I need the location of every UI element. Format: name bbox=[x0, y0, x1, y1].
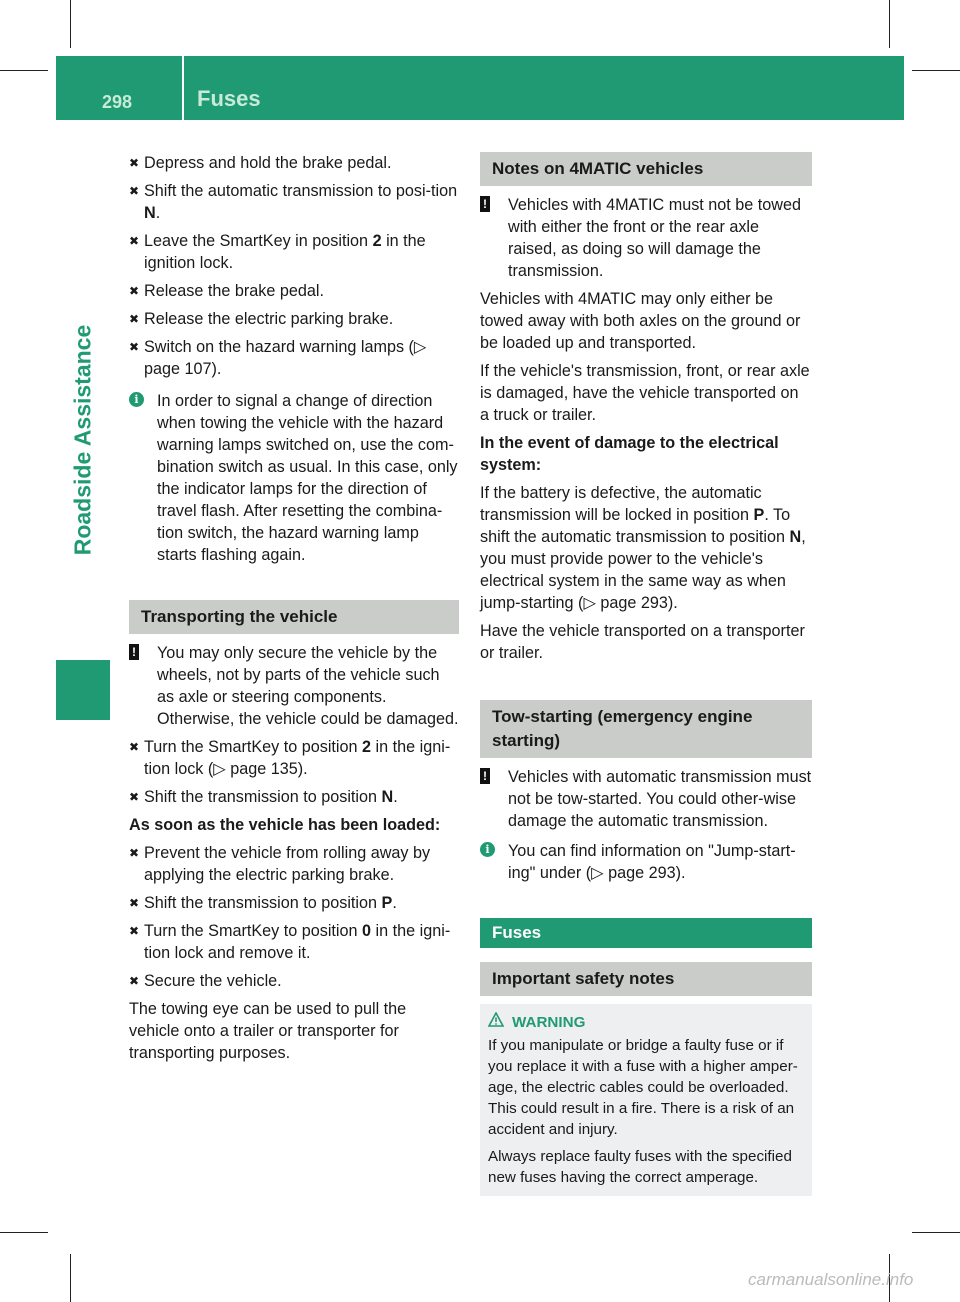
arrow-bullet-icon: ✖ bbox=[129, 924, 140, 938]
subheading: As soon as the vehicle has been loaded: bbox=[129, 816, 441, 834]
crop-mark bbox=[70, 0, 71, 48]
arrow-bullet-icon: ✖ bbox=[129, 156, 140, 170]
arrow-bullet-icon: ✖ bbox=[129, 184, 140, 198]
step-item: ✖ Release the electric parking brake. bbox=[129, 310, 394, 328]
crop-mark bbox=[912, 1232, 960, 1233]
warning-title: WARNING bbox=[488, 1012, 804, 1033]
step-item: ✖ Shift the transmission to position N. bbox=[129, 788, 398, 806]
info-icon: i bbox=[480, 842, 495, 857]
crop-mark bbox=[0, 70, 48, 71]
step-item: ✖ Switch on the hazard warning lamps (▷ page 107). bbox=[129, 338, 427, 378]
tow-heading: Tow-starting (emergency engine starting) bbox=[480, 700, 812, 758]
arrow-bullet-icon: ✖ bbox=[129, 312, 140, 326]
transport-heading: Transporting the vehicle bbox=[129, 600, 459, 634]
info-note: i In order to signal a change of direction when towing the vehicle with the hazard warning lamps switched on, use the com-bination switch as usual. In this case, only the indicator lamps for the direction of travel flash. After resetting the combina-tion switch, the hazard warning lamp starts flashing again. bbox=[129, 390, 459, 566]
watermark: carmanualsonline.info bbox=[748, 1270, 914, 1289]
caution-icon: ! bbox=[480, 768, 490, 784]
step-item: ✖ Turn the SmartKey to position 2 in the igni-tion lock (▷ page 135). bbox=[129, 738, 451, 778]
info-note: i You can find information on "Jump-start-ing" under (▷ page 293). bbox=[480, 840, 812, 884]
warning-text: If you manipulate or bridge a faulty fuse or if you replace it with a fuse with a higher amper-age, the electric cables could be overloaded. This could result in a fire. There is a risk of an accident and injury. bbox=[488, 1037, 798, 1138]
crop-mark bbox=[70, 1254, 71, 1302]
warning-text: Always replace faulty fuses with the specified new fuses having the correct amperage. bbox=[488, 1148, 792, 1186]
step-item: ✖ Turn the SmartKey to position 0 in the igni-tion lock and remove it. bbox=[129, 922, 451, 962]
arrow-bullet-icon: ✖ bbox=[129, 234, 140, 248]
caution-note: ! Vehicles with 4MATIC must not be towed with either the front or the rear axle raised, as doing so will damage the transmission. bbox=[480, 194, 812, 282]
section-title: Fuses bbox=[197, 86, 261, 111]
arrow-bullet-icon: ✖ bbox=[129, 284, 140, 298]
body-paragraph: Vehicles with 4MATIC may only either be towed away with both axles on the ground or be loaded up and transported. bbox=[480, 290, 801, 352]
caution-note: ! Vehicles with automatic transmission must not be tow-started. You could other-wise damage the automatic transmission. bbox=[480, 766, 812, 832]
step-item: ✖ Secure the vehicle. bbox=[129, 972, 282, 990]
warning-triangle-icon bbox=[488, 1012, 512, 1033]
step-list bbox=[129, 152, 459, 380]
subheading: In the event of damage to the electrical system: bbox=[480, 434, 779, 474]
info-icon: i bbox=[129, 392, 144, 407]
body-paragraph: Have the vehicle transported on a transporter or trailer. bbox=[480, 622, 805, 662]
step-item: ✖ Release the brake pedal. bbox=[129, 282, 324, 300]
page-number: 298 bbox=[101, 92, 133, 112]
left-column bbox=[129, 152, 459, 1070]
arrow-bullet-icon: ✖ bbox=[129, 340, 140, 354]
arrow-bullet-icon: ✖ bbox=[129, 974, 140, 988]
matic-heading: Notes on 4MATIC vehicles bbox=[480, 152, 812, 186]
step-item: ✖ Depress and hold the brake pedal. bbox=[129, 154, 392, 172]
crop-mark bbox=[0, 1232, 48, 1233]
step-item: ✖ Shift the automatic transmission to posi-tion N. bbox=[129, 182, 458, 222]
crop-mark bbox=[912, 70, 960, 71]
body-paragraph: If the vehicle's transmission, front, or rear axle is damaged, have the vehicle transported on a truck or trailer. bbox=[480, 362, 810, 424]
caution-icon: ! bbox=[480, 196, 490, 212]
body-paragraph: If the battery is defective, the automatic transmission will be locked in position P. To shift the automatic transmission to position N, you must provide power to the vehicle's electrical system in the same way as when jump-starting (▷ page 293). bbox=[480, 484, 806, 612]
arrow-bullet-icon: ✖ bbox=[129, 896, 140, 910]
header-divider bbox=[182, 56, 184, 120]
step-item: ✖ Leave the SmartKey in position 2 in the ignition lock. bbox=[129, 232, 426, 272]
page-header bbox=[56, 56, 904, 120]
warning-box bbox=[480, 1004, 812, 1196]
arrow-bullet-icon: ✖ bbox=[129, 740, 140, 754]
body-paragraph: The towing eye can be used to pull the vehicle onto a trailer or transporter for transporting purposes. bbox=[129, 1000, 407, 1062]
caution-note: ! You may only secure the vehicle by the wheels, not by parts of the vehicle such as axle or steering components. Otherwise, the vehicle could be damaged. bbox=[129, 642, 459, 730]
sidebar-chapter-label: Roadside Assistance bbox=[69, 324, 96, 556]
step-item: ✖ Shift the transmission to position P. bbox=[129, 894, 397, 912]
arrow-bullet-icon: ✖ bbox=[129, 790, 140, 804]
right-column bbox=[480, 152, 812, 1196]
crop-mark bbox=[889, 0, 890, 48]
fuses-heading: Fuses bbox=[480, 918, 812, 948]
caution-icon: ! bbox=[129, 644, 139, 660]
safety-heading: Important safety notes bbox=[480, 962, 812, 996]
sidebar-chapter-marker bbox=[56, 660, 110, 720]
arrow-bullet-icon: ✖ bbox=[129, 846, 140, 860]
step-item: ✖ Prevent the vehicle from rolling away by applying the electric parking brake. bbox=[129, 844, 431, 884]
